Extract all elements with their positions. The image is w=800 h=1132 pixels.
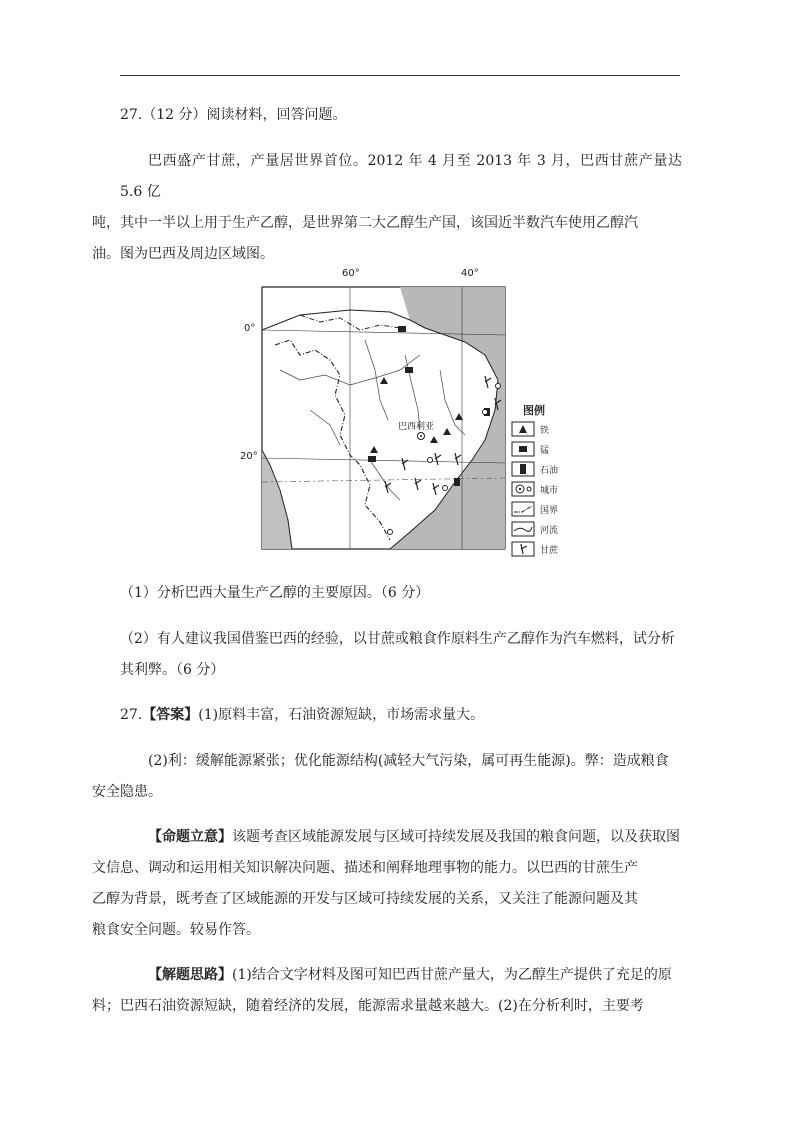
- material-line: 巴西盛产甘蔗，产量居世界首位。2012 年 4 月至 2013 年 3 月，巴西甘蔗产量达 5.6 亿: [120, 153, 682, 200]
- question-header: 27.（12 分）阅读材料，回答问题。: [120, 107, 347, 123]
- city-symbol: [428, 458, 433, 463]
- top-rule: [120, 75, 680, 76]
- manganese-symbol: [398, 326, 406, 332]
- map-graphic: [240, 260, 570, 560]
- approach-paragraph: 【解题思路】(1)结合文字材料及图可知巴西甘蔗产量大，为乙醇生产提供了充足的原 料；巴西石油资源短缺，随着经济的发展，能源需求量越来越大。(2)在分析利时，主要考: [92, 967, 672, 1014]
- lon-label-60: 60°: [342, 268, 360, 279]
- legend-label-border: 国界: [540, 506, 559, 516]
- legend-label-city: 城市: [540, 486, 559, 496]
- legend-label-oil: 石油: [540, 466, 559, 476]
- intent-tag: 【命题立意】: [148, 829, 232, 845]
- legend-label-sugarcane: 甘蔗: [540, 546, 559, 556]
- answer-line-1: 27.【答案】(1)原料丰富，石油资源短缺，市场需求量大。: [120, 707, 485, 723]
- material-line: 吨，其中一半以上用于生产乙醇，是世界第二大乙醇生产国，该国近半数汽车使用乙醇汽: [92, 215, 638, 231]
- approach-tag: 【解题思路】: [148, 967, 232, 983]
- lon-label-40: 40°: [461, 268, 479, 279]
- brazil-map-figure: [240, 260, 570, 560]
- legend-label-manganese: 锰: [540, 446, 550, 456]
- manganese-symbol: [368, 456, 376, 462]
- oil-symbol: [454, 478, 460, 486]
- manganese-symbol: [405, 367, 413, 373]
- city-label-brasilia: 巴西利亚: [398, 422, 435, 432]
- answer-tag: 【答案】: [142, 707, 199, 723]
- answer-part-2: (2)利：缓解能源紧张；优化能源结构(减轻大气污染，属可再生能源)。弊：造成粮食 安全隐患。: [92, 753, 669, 800]
- intent-paragraph: 【命题立意】该题考查区域能源发展与区域可持续发展及我国的粮食问题，以及获取图 文信息、调动和运用相关知识解决问题、描述和阐释地理事物的能力。以巴西的甘蔗生产 乙醇为背景，既考查了区域能源的开发与区域可持续发展的关系，又关注了能源问题及其 粮食安全问题。较易作答。: [92, 829, 680, 938]
- sub-question-2: （2）有人建议我国借鉴巴西的经验，以甘蔗或粮食作原料生产乙醇作为汽车燃料，试分析 其利弊。（6 分）: [120, 631, 675, 678]
- city-symbol: [388, 530, 393, 535]
- sub-question-1: （1）分析巴西大量生产乙醇的主要原因。（6 分）: [120, 585, 430, 601]
- city-symbol: [483, 410, 488, 415]
- city-symbol: [443, 486, 448, 491]
- lat-label-20: 20°: [240, 451, 258, 462]
- material-paragraph: [92, 146, 682, 270]
- city-symbol: [496, 384, 501, 389]
- lat-label-0: 0°: [244, 323, 256, 334]
- legend-label-river: 河流: [540, 526, 559, 536]
- material-line: 油。图为巴西及周边区域图。: [92, 246, 274, 262]
- legend-title: 图例: [523, 404, 545, 417]
- legend-label-iron: 铁: [540, 426, 550, 436]
